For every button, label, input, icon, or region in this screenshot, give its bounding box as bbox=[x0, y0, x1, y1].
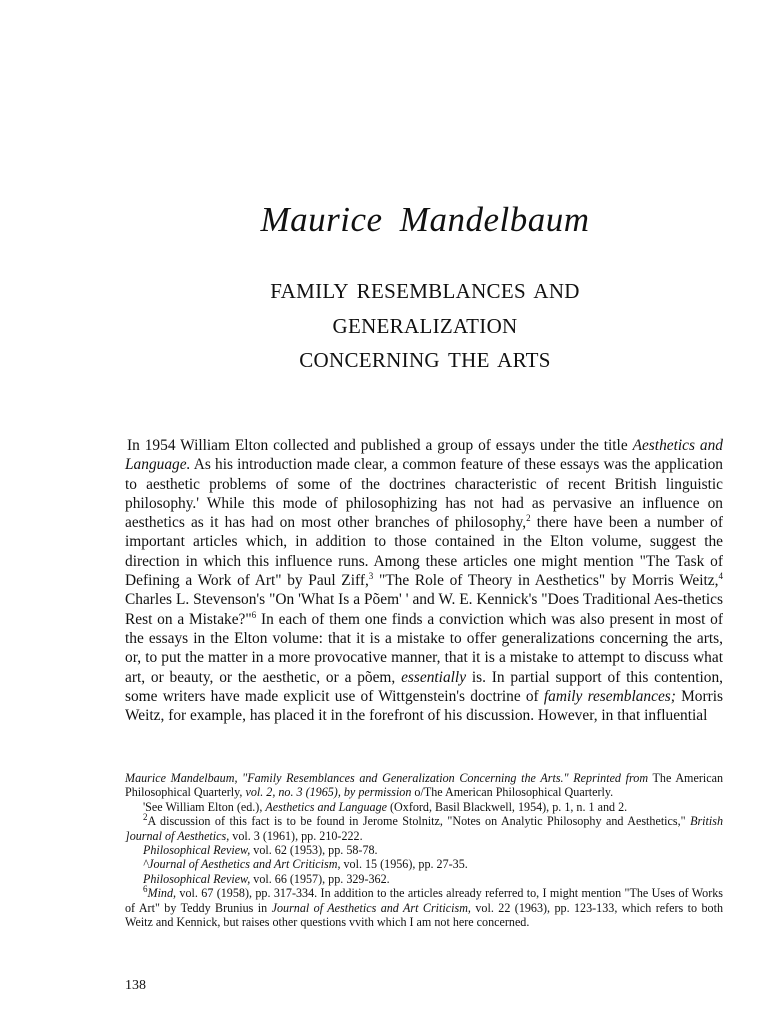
footnote-number: 2 bbox=[143, 812, 148, 823]
page-number: 138 bbox=[125, 978, 146, 993]
footnote-text: (Oxford, Basil Blackwell, 1954), p. 1, n. 1 and 2. bbox=[386, 799, 628, 814]
footnote-text: vol. 66 (1957), pp. 329-362. bbox=[250, 871, 390, 886]
footnote-3 bbox=[125, 843, 723, 857]
footnote-italic: Mind, bbox=[147, 886, 177, 901]
emphasis-italic: essentially bbox=[401, 668, 467, 686]
author-name: Maurice Mandelbaum bbox=[260, 200, 590, 239]
footnote-1 bbox=[125, 800, 723, 814]
emphasis-italic: family resemblances; bbox=[543, 687, 676, 705]
footnote-6 bbox=[125, 886, 723, 929]
text-run: is. In partial support of this contention, some writers have made explicit use of Wittgenstein's doctrine of bbox=[125, 668, 723, 705]
footnote-italic: Philosophical Review, bbox=[143, 871, 251, 886]
text-run: Morris Weitz, for example, has placed it in the forefront of his discussion. However, in that influential bbox=[125, 687, 723, 725]
credit-italic: vol. 2, no. 3 (1965), by permission bbox=[245, 785, 412, 800]
footnote-number: 6 bbox=[143, 884, 148, 895]
footnote-text: vol. 3 (1961), pp. 210-222. bbox=[229, 828, 363, 843]
credit-text: o/The American Philosophical Quarterly. bbox=[411, 785, 614, 800]
footnotes bbox=[125, 771, 723, 929]
footnote-italic: British ]ournal of Aesthetics, bbox=[125, 814, 723, 843]
footnote-ref: 6 bbox=[251, 609, 257, 620]
title-line-1: FAMILY RESEMBLANCES AND bbox=[270, 279, 580, 303]
credit-italic: Maurice Mandelbaum, "Family Resemblances and Generalization Concerning the Arts." Reprinted from bbox=[125, 771, 649, 785]
title-line-3: CONCERNING THE ARTS bbox=[299, 348, 551, 372]
text-run: In each of them one finds a conviction which was also present in most of the essays in the Elton volume: that it is a mistake to offer generalizations concerning the arts, or, to put the matter in a more provocative manner, that it is a mistake to attempt to discuss what art, or beauty, or the aesthetic, or a põem, bbox=[125, 610, 723, 686]
text-run: there have been a number of important articles which, in addition to those contained in the Elton volume, suggest the direction in which this influence runs. Among these articles one might mention "The Task of Defining a Work of Art" by Paul Ziff, bbox=[125, 514, 723, 590]
paragraph-1 bbox=[125, 436, 723, 725]
text-run: Charles L. Stevenson's "On 'What Is a Põem' ' and W. E. Kennick's "Does Traditional Aes-thetics Rest on a Mistake?" bbox=[125, 591, 723, 628]
footnote-4 bbox=[125, 857, 723, 871]
book-title-italic: Aesthetics and Language. bbox=[125, 437, 723, 474]
text-run: In 1954 William Elton collected and published a group of essays under the title bbox=[127, 437, 633, 454]
body-paragraph bbox=[125, 436, 723, 725]
footnote-ref: 3 bbox=[368, 570, 374, 581]
footnote-italic: Journal of Aesthetics and Art Criticism, bbox=[271, 900, 471, 915]
text-run: As his introduction made clear, a common feature of these essays was the application to aesthetic problems of some of the doctrines characteristic of recent British linguistic philosophy.' While this mode of philosophizing has not had as pervasive an influence on aesthetics as it has had on most other branches of philosophy, bbox=[125, 456, 723, 532]
footnote-ref: 2 bbox=[526, 513, 531, 524]
footnote-text: A discussion of this fact is to be found in Jerome Stolnitz, "Notes on Analytic Philosophy and Aesthetics," bbox=[147, 814, 691, 829]
article-title bbox=[0, 274, 768, 378]
footnote-italic: Philosophical Review, bbox=[143, 843, 251, 858]
footnote-text: vol. 62 (1953), pp. 58-78. bbox=[250, 843, 378, 858]
footnote-credit bbox=[125, 771, 723, 800]
footnote-ref: 4 bbox=[718, 570, 723, 581]
text-run: "The Role of Theory in Aesthetics" by Morris Weitz, bbox=[373, 572, 719, 590]
footnote-text: vol. 22 (1963), pp. 123-133, which refers to both Weitz and Kennick, but raises other questions vvith which I am not here concerned. bbox=[125, 900, 723, 930]
credit-text: The American Philosophical Quarterly, bbox=[125, 771, 723, 800]
footnote-text: vol. 15 (1956), pp. 27-35. bbox=[340, 857, 468, 872]
title-line-2: GENERALIZATION bbox=[332, 313, 518, 338]
footnote-5 bbox=[125, 872, 723, 886]
footnote-text: vol. 67 (1958), pp. 317-334. In addition to the articles already referred to, I might mention "The Uses of Works of Art" by Teddy Brunius in bbox=[125, 886, 723, 915]
footnote-text: 'See William Elton (ed.), bbox=[143, 799, 266, 814]
footnote-2 bbox=[125, 814, 723, 843]
footnote-italic: ^Journal of Aesthetics and Art Criticism, bbox=[143, 857, 341, 872]
footnote-italic: Aesthetics and Language bbox=[265, 799, 387, 814]
